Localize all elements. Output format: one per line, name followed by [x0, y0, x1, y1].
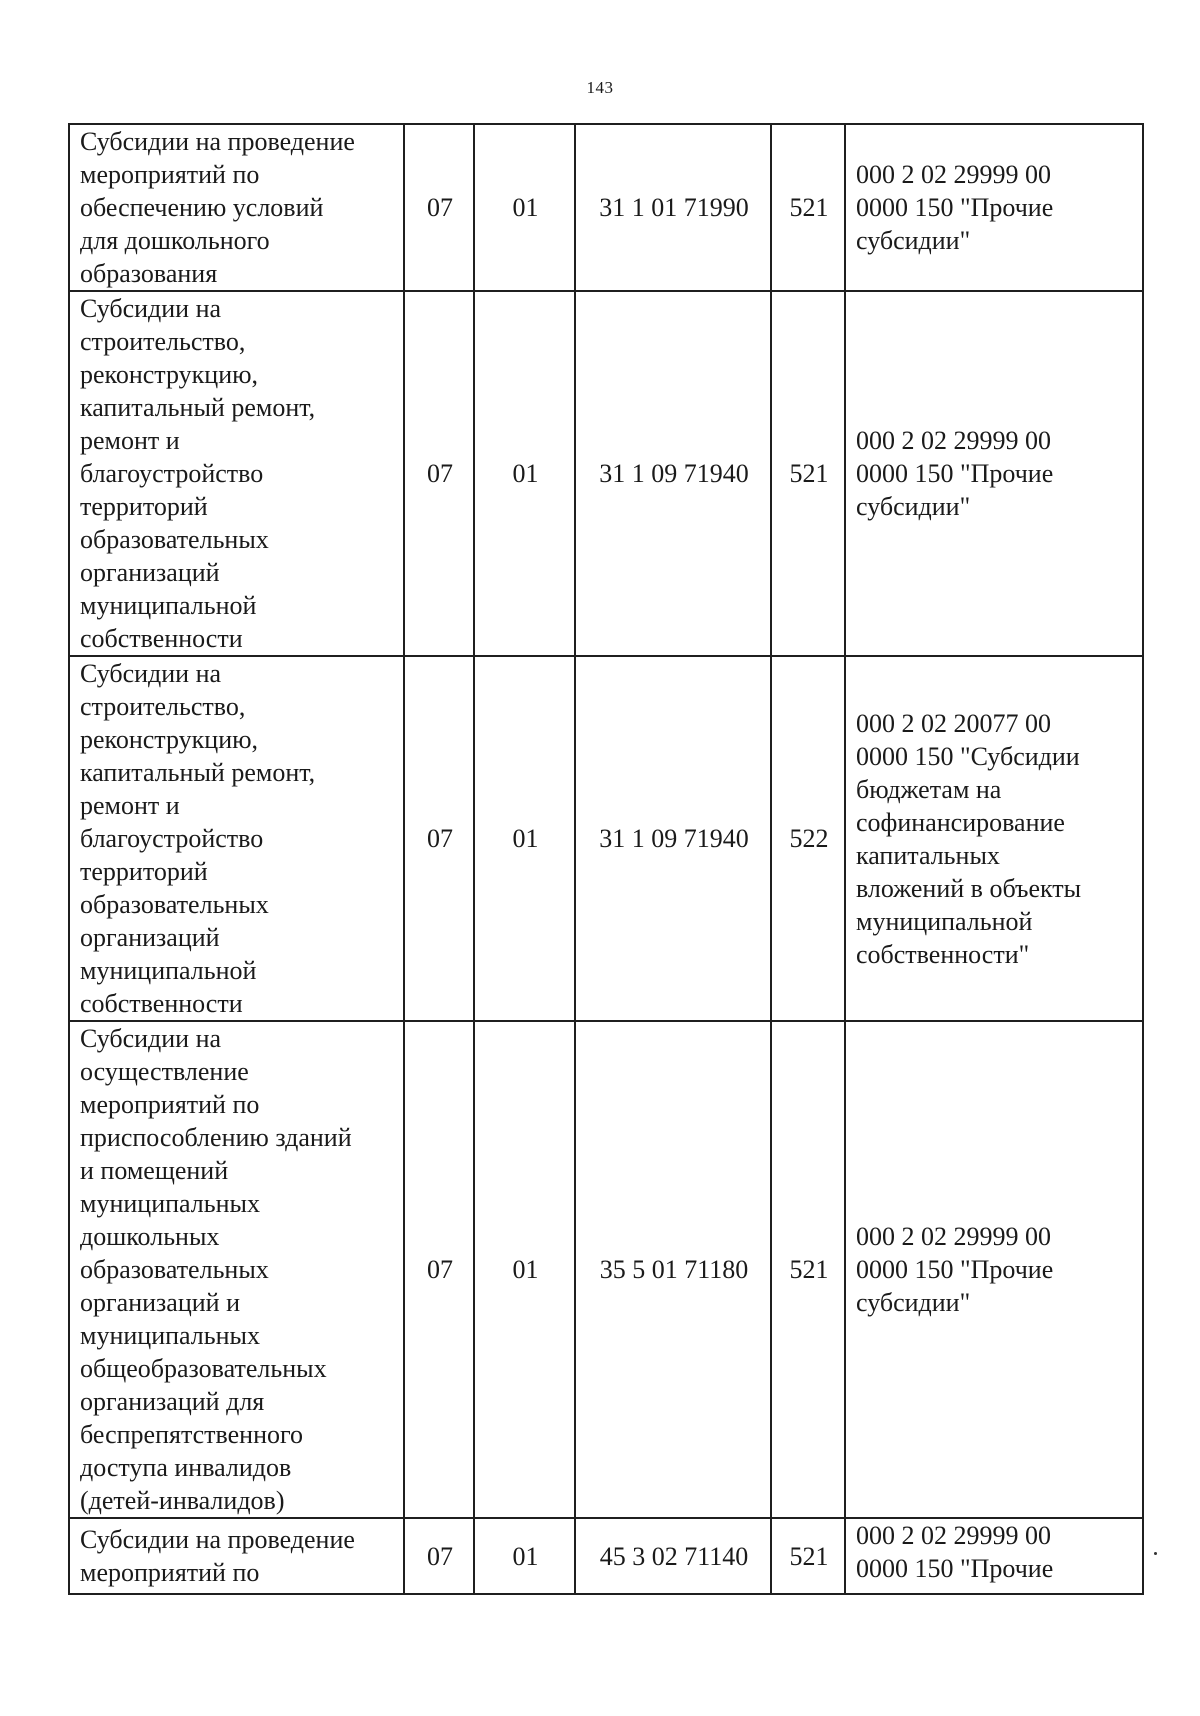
table-row	[69, 1021, 1143, 1518]
section-code: 07	[427, 824, 453, 853]
subsection-cell	[474, 1021, 575, 1518]
income-cell	[845, 291, 1143, 656]
target-code: 31 1 09 71940	[599, 459, 749, 488]
table-row	[69, 291, 1143, 656]
subsection-code: 01	[512, 459, 539, 488]
table-row	[69, 656, 1143, 1021]
section-code: 07	[427, 459, 453, 488]
section-code: 07	[427, 1255, 453, 1284]
section-cell	[404, 1518, 474, 1594]
budget-table	[68, 123, 1144, 1595]
income-code: 000 2 02 29999 00 0000 150 "Прочие субсидии"	[856, 426, 1054, 521]
vr-code: 521	[789, 193, 829, 222]
row-name-cell	[69, 1518, 404, 1594]
vr-code: 521	[789, 1541, 829, 1571]
income-code: 000 2 02 29999 00 0000 150 "Прочие субсидии"	[856, 1222, 1054, 1317]
income-code: 000 2 02 29999 00 0000 150 "Прочие	[856, 1521, 1054, 1583]
vr-code: 522	[789, 824, 829, 853]
target-cell	[575, 1021, 771, 1518]
table-row	[69, 1518, 1143, 1594]
row-name: Субсидии на осуществление мероприятий по приспособлению зданий и помещений муниципальных дошкольных образовательных организаций и муниципальных общеобразовательных организаций для беспрепятственного доступа инвалидов (детей-инвалидов)	[80, 1024, 352, 1515]
section-code: 07	[427, 1541, 453, 1571]
vr-cell	[771, 1021, 845, 1518]
page-number: 143	[586, 78, 614, 97]
subsection-cell	[474, 291, 575, 656]
row-name-cell	[69, 291, 404, 656]
row-name-cell	[69, 1021, 404, 1518]
row-name: Субсидии на строительство, реконструкцию, капитальный ремонт, ремонт и благоустройство территорий образовательных организаций муниципальной собственности	[80, 659, 316, 1018]
subsection-cell	[474, 124, 575, 291]
target-code: 31 1 01 71990	[599, 193, 749, 222]
subsection-cell	[474, 1518, 575, 1594]
income-cell	[845, 1518, 1143, 1594]
row-name-cell	[69, 656, 404, 1021]
vr-cell	[771, 656, 845, 1021]
row-name: Субсидии на проведение мероприятий по обеспечению условий для дошкольного образования	[80, 127, 355, 288]
subsection-code: 01	[512, 1541, 539, 1571]
row-name: Субсидии на строительство, реконструкцию, капитальный ремонт, ремонт и благоустройство территорий образовательных организаций муниципальной собственности	[80, 294, 316, 653]
subsection-cell	[474, 656, 575, 1021]
row-name: Субсидии на проведение мероприятий по	[80, 1525, 355, 1587]
section-code: 07	[427, 193, 453, 222]
income-cell	[845, 656, 1143, 1021]
table-row	[69, 124, 1143, 291]
target-cell	[575, 124, 771, 291]
target-cell	[575, 1518, 771, 1594]
income-cell	[845, 1021, 1143, 1518]
target-code: 35 5 01 71180	[599, 1255, 749, 1284]
vr-code: 521	[789, 459, 829, 488]
target-code: 31 1 09 71940	[599, 824, 749, 853]
income-code: 000 2 02 20077 00 0000 150 "Субсидии бюджетам на софинансирование капитальных вложений в объекты муниципальной собственности"	[856, 708, 1082, 969]
subsection-code: 01	[512, 193, 539, 222]
row-name-cell	[69, 124, 404, 291]
vr-cell	[771, 1518, 845, 1594]
income-code: 000 2 02 29999 00 0000 150 "Прочие субсидии"	[856, 160, 1054, 255]
section-cell	[404, 124, 474, 291]
target-code: 45 3 02 71140	[599, 1541, 749, 1571]
vr-cell	[771, 124, 845, 291]
income-cell	[845, 124, 1143, 291]
target-cell	[575, 291, 771, 656]
section-cell	[404, 291, 474, 656]
vr-code: 521	[789, 1255, 829, 1284]
subsection-code: 01	[512, 1255, 539, 1284]
target-cell	[575, 656, 771, 1021]
section-cell	[404, 656, 474, 1021]
vr-cell	[771, 291, 845, 656]
scan-speck	[1154, 1552, 1157, 1555]
section-cell	[404, 1021, 474, 1518]
subsection-code: 01	[512, 824, 539, 853]
